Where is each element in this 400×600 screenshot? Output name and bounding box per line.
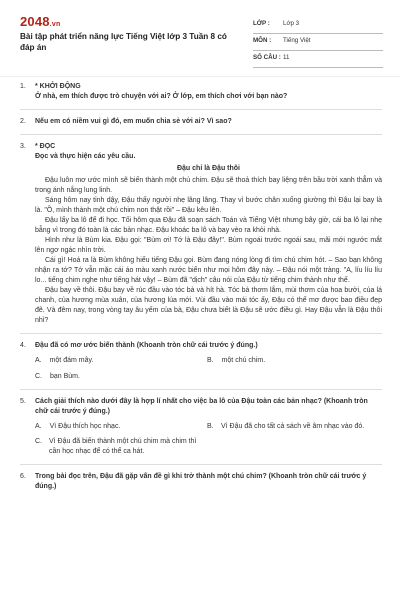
answer-option-a[interactable] [35, 356, 207, 366]
option-letter: A. [35, 357, 42, 364]
question-section-label: * ĐỌC [35, 143, 56, 150]
question-6 [20, 472, 382, 492]
divider [20, 389, 382, 390]
document-meta [253, 17, 383, 68]
question-text: Nếu em có niềm vui gì đó, em muốn chia sẻ với ai? Vì sao? [35, 118, 232, 125]
story-paragraph: Hình như là Bùm kia. Đậu gọi: "Bùm ơi! Tớ là Đậu đây!". Bùm ngoái trước ngoái sau, mãi mới ngước mắt lên ngơ ngác nhìn trời. [35, 237, 382, 254]
question-number: 6. [20, 473, 26, 480]
question-text: Đậu đã có mơ ước biến thành (Khoanh tròn chữ cái trước ý đúng.) [35, 342, 258, 349]
question-number: 4. [20, 342, 26, 349]
meta-key: MÔN : [253, 37, 272, 44]
site-logo[interactable] [20, 14, 60, 29]
meta-key: LỚP : [253, 20, 270, 27]
logo-text: 2048 [20, 14, 50, 29]
logo-tld: .vn [49, 21, 61, 28]
option-text: Vì Đậu đã biến thành một chú chim mà chim thì cần học nhạc để có thể ca hát. [49, 438, 197, 455]
question-list [20, 82, 382, 492]
document-title: Bài tập phát triển năng lực Tiếng Việt lớp 3 Tuần 8 có đáp án [20, 32, 227, 52]
question-instruction: Đọc và thực hiện các yêu cầu. [35, 153, 136, 160]
story-paragraph: Đậu lấy ba lô để đi học. Tối hôm qua Đậu đã soạn sách Toán và Tiếng Việt nhưng bây giờ, cái ba lô lại nhẹ bẫng vì trong đó toàn là các bản nhạc. Đậu khoác ba lô và bay vèo ra khỏi nhà. [35, 217, 382, 234]
option-letter: A. [35, 423, 42, 430]
question-4 [20, 341, 382, 382]
option-text: Vì Đậu đã cho tất cả sách về âm nhạc vào đó. [221, 423, 365, 430]
question-text: Trong bài đọc trên, Đậu đã gặp vấn đề gì khi trở thành một chú chim? (Khoanh tròn chữ cái trước ý đúng.) [35, 473, 367, 490]
story-paragraph: Đậu luôn mơ ước mình sẽ biến thành một chú chim. Đậu sẽ thoả thích bay liệng trên bầu trời xanh thẳm và trong ánh nắng lung linh. [35, 177, 382, 194]
question-number: 2. [20, 118, 26, 125]
question-3 [20, 142, 382, 326]
story-title: Đậu chỉ là Đậu thôi [176, 165, 240, 172]
option-text: một đám mây. [49, 357, 94, 364]
question-1 [20, 82, 382, 102]
answer-option-c[interactable] [35, 372, 80, 382]
answer-option-c[interactable] [35, 437, 207, 457]
meta-row-question-count [253, 51, 383, 68]
option-text: bạn Bùm. [49, 373, 80, 380]
option-letter: B. [207, 423, 214, 430]
divider [20, 134, 382, 135]
option-text: một chú chim. [221, 357, 266, 364]
story-paragraph: Cái gì! Hoá ra là Bùm không hiểu tiếng Đậu gọi. Bùm đang nóng lòng đi tìm chú chim hót. – Sao bạn không nhận ra tớ? Tớ vẫn mặc cái áo màu xanh nước biển như mọi hôm đây này. – Đậu nói một tràng. "A, líu líu líu lo... tiếng chim nghe như tiếng hát vậy! – Bùm đã "dịch" câu nói của Đậu từ tiếng chim thành như thế. [35, 257, 382, 284]
question-number: 3. [20, 143, 26, 150]
meta-value: 11 [283, 54, 290, 61]
question-5 [20, 397, 382, 457]
question-number: 5. [20, 398, 26, 405]
option-letter: B. [207, 357, 214, 364]
divider [20, 333, 382, 334]
question-text: Ở nhà, em thích được trò chuyện với ai? Ở lớp, em thích chơi với bạn nào? [35, 93, 288, 100]
question-number: 1. [20, 83, 26, 90]
answer-option-a[interactable] [35, 422, 207, 432]
option-letter: C. [35, 373, 42, 380]
option-text: Vì Đậu thích học nhạc. [49, 423, 121, 430]
answer-option-b[interactable] [207, 422, 377, 432]
divider [20, 464, 382, 465]
question-section-label: * KHỞI ĐỘNG [35, 83, 81, 90]
question-text: Cách giải thích nào dưới đây là hợp lí nhất cho việc ba lô của Đậu toàn các bản nhạc? (Khoanh tròn chữ cái trước ý đúng.) [35, 398, 368, 415]
divider [20, 109, 382, 110]
meta-value: Tiếng Việt [283, 37, 311, 44]
meta-row-class [253, 17, 383, 34]
story-paragraph: Đậu bay về thôi. Đậu bay về rúc đầu vào tóc bà và hít hà. Tóc bà thơm lắm, mùi thơm của hoa bưởi, của lá chanh, của hương mùa xuân, của hương lúa mới. Vùi đầu vào mái tóc ấy, Đậu có thể mơ được bao điều đẹp đẽ. Và đêm nay, trong vòng tay âu yếm của bà, Đậu chưa biết là Đậu sẽ ước điều gì. Hay Đậu vẫn là Đậu thôi nhỉ? [35, 287, 382, 324]
question-2 [20, 117, 382, 127]
answer-option-b[interactable] [207, 356, 265, 366]
meta-value: Lớp 3 [283, 20, 300, 27]
document-header [0, 0, 400, 77]
story-paragraph: Sáng hôm nay tỉnh dậy, Đậu thấy người nhẹ lâng lâng. Thay vì bước chân xuống giường thì Đậu lại bay là là. "Ồ, mình thành một chú chim non thật rồi" – Đậu kêu lên. [35, 197, 382, 214]
option-letter: C. [35, 438, 42, 445]
meta-key: SỐ CÂU : [253, 54, 281, 61]
meta-row-subject [253, 34, 383, 51]
